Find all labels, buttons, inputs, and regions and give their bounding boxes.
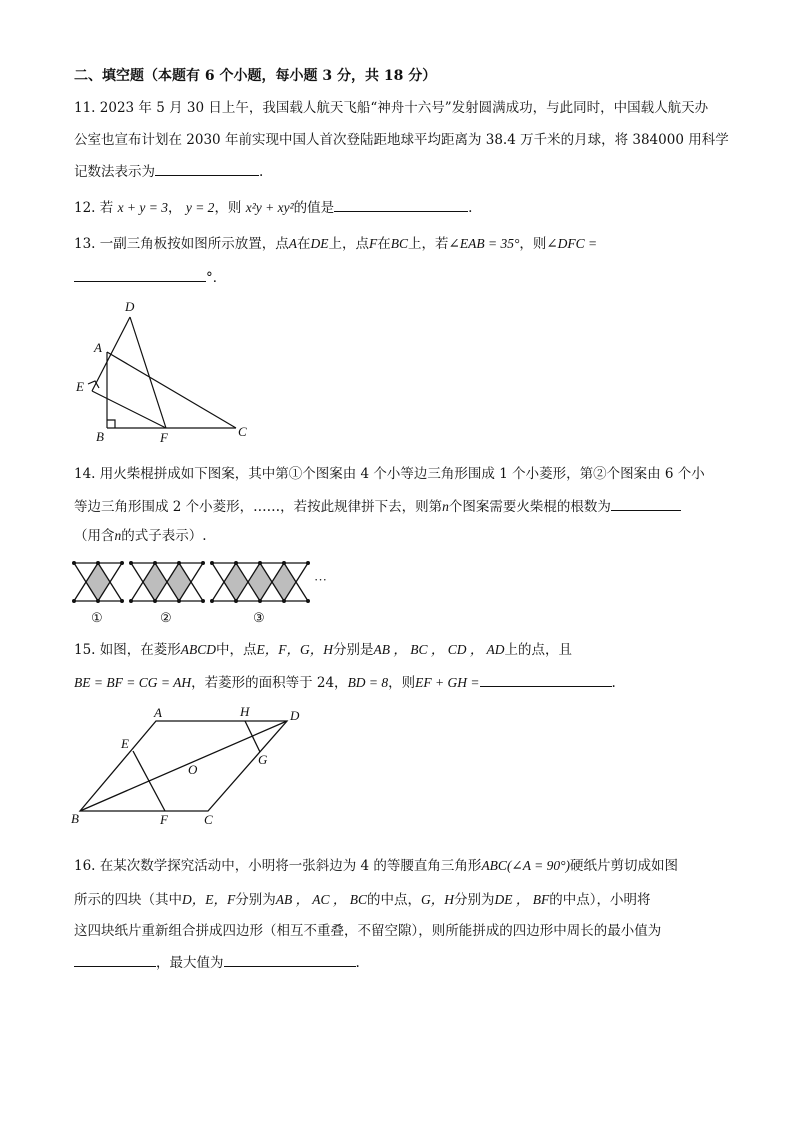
q13-angle2: ∠DFC =	[546, 236, 598, 251]
q16-line1	[74, 856, 678, 876]
q12-mid: ，则	[214, 200, 242, 216]
q15-bd: BD = 8	[347, 675, 389, 690]
q12-expr1: x + y = 3	[117, 200, 169, 215]
q16-tri: ABC	[481, 858, 507, 873]
q13-t5: 上，若	[408, 236, 449, 252]
q14-line1: 14. 用火柴棍拼成如下图案，其中第①个图案由 4 个小等边三角形围成 1 个小菱形，第②个图案由 6 个小	[74, 466, 705, 482]
q11-line1: 11. 2023 年 5 月 30 日上午，我国载人航天飞船“神舟十六号”发射圆满成功，与此同时，中国载人航天办	[74, 100, 709, 116]
q16-line2a: 所示的四块（其中	[74, 892, 182, 908]
q13-label-C: C	[238, 424, 247, 439]
q15-line2c: ，则	[388, 675, 416, 691]
q13-text1: 13. 一副三角板按如图所示放置，点	[74, 236, 289, 252]
q15-sum: EF + GH =	[415, 675, 480, 690]
q16-line2b: 分别为	[235, 892, 276, 908]
q16-line2c: 的中点，	[367, 892, 422, 908]
q12-expr2: y = 2	[185, 200, 215, 215]
q15-end: .	[611, 675, 616, 691]
q15-label-B: B	[71, 811, 79, 826]
q13-label-B: B	[96, 429, 104, 444]
q16-line2d: 分别为	[454, 892, 495, 908]
q15-label-C: C	[204, 812, 213, 827]
q15-label-G: G	[258, 752, 268, 767]
q13-label-E: E	[76, 379, 84, 394]
q16-line2	[74, 890, 651, 910]
q11-line2: 公室也宣布计划在 2030 年前实现中国人首次登陆距地球平均距离为 38.4 万千米的月球，将 384000 用科学	[74, 132, 729, 148]
q13-t6: ，则	[519, 236, 547, 252]
q14-line2b: 个图案需要火柴棍的根数为	[448, 499, 611, 515]
q15-line1d: 上的点，且	[504, 642, 573, 658]
q16-def: D，E，F	[182, 892, 236, 907]
q13-angle1: ∠EAB = 35°	[448, 236, 520, 251]
q14-n2: n	[114, 528, 122, 543]
q16-line2e: 的中点），小明将	[549, 892, 651, 908]
q12-end: .	[468, 200, 473, 216]
q15-eq: BE = BF = CG = AH	[74, 675, 192, 690]
q16-line3: 这四块纸片重新组合拼成四边形（相互不重叠，不留空隙），则所能拼成的四边形中周长的最小值为	[74, 923, 662, 939]
q13-A: A	[288, 236, 298, 251]
q16-cond: (∠A = 90°)	[506, 858, 571, 873]
q15-ABCD: ABCD	[180, 642, 217, 657]
q16-end: .	[355, 955, 360, 971]
q15-line2b: ，若菱形的面积等于 24，	[191, 675, 348, 691]
q14-label-3: ③	[253, 610, 265, 625]
q13-t3: 上，点	[328, 236, 370, 252]
q13-label-F: F	[160, 430, 168, 445]
q16-sides1: AB ， AC ， BC	[275, 892, 368, 907]
q12-tail: 的值是	[293, 200, 335, 216]
q13-BC: BC	[390, 236, 409, 251]
q15-sides: AB ， BC ， CD ， AD	[373, 642, 505, 657]
q16-line4	[74, 952, 360, 973]
q13-F: F	[369, 236, 378, 251]
q13-t4: 在	[377, 236, 391, 252]
q16-max-blank[interactable]	[224, 952, 356, 967]
q12-expr3: x²y + xy²	[245, 200, 294, 215]
q13-label-D: D	[125, 299, 135, 314]
q16-line1a: 16. 在某次数学探究活动中，小明将一张斜边为 4 的等腰直角三角形	[74, 858, 482, 874]
q14-line3a: （用含	[74, 528, 115, 544]
q11-text: 记数法表示为	[74, 164, 155, 180]
q16-line1b: 硬纸片剪切成如图	[570, 858, 679, 874]
q15-label-D: D	[290, 708, 300, 723]
q12-num: 12. 若	[74, 200, 114, 216]
q14-line3b: 的式子表示）.	[121, 528, 207, 544]
q16-gh: G，H	[421, 892, 455, 907]
q15-line1c: 分别是	[333, 642, 374, 658]
q11-end: .	[259, 164, 264, 180]
q15-line1b: 中，点	[216, 642, 257, 658]
q13-end: °．	[206, 270, 227, 286]
q14-label-1: ①	[91, 610, 103, 625]
q15-pts: E，F，G，H	[256, 642, 334, 657]
q16-min-blank[interactable]	[74, 952, 156, 967]
q15-label-A: A	[154, 705, 162, 720]
q13-label-A: A	[94, 340, 102, 355]
q15-label-F: F	[160, 812, 168, 827]
q12-sep1: ，	[168, 200, 182, 216]
q15-segment-EF	[133, 751, 165, 811]
q15-label-H: H	[240, 704, 250, 719]
q13-t2: 在	[297, 236, 311, 252]
q15-line1a: 15. 如图，在菱形	[74, 642, 181, 658]
q14-ellipsis: ···	[314, 572, 327, 587]
q14-line2a: 等边三角形围成 2 个小菱形，……，若按此规律拼下去，则第	[74, 499, 443, 515]
q13-DE: DE	[310, 236, 329, 251]
q14-n: n	[442, 499, 449, 514]
q16-sides2: DE ， BF	[494, 892, 550, 907]
q15-segment-GH	[245, 721, 260, 752]
q14-label-2: ②	[160, 610, 172, 625]
q15-diagonal-BD	[80, 721, 287, 811]
q16-line4a: ，最大值为	[156, 955, 224, 971]
q15-label-O: O	[188, 762, 198, 777]
q15-label-E: E	[121, 736, 129, 751]
section-title: 二、填空题（本题有 6 个小题，每小题 3 分，共 18 分）	[74, 68, 437, 84]
